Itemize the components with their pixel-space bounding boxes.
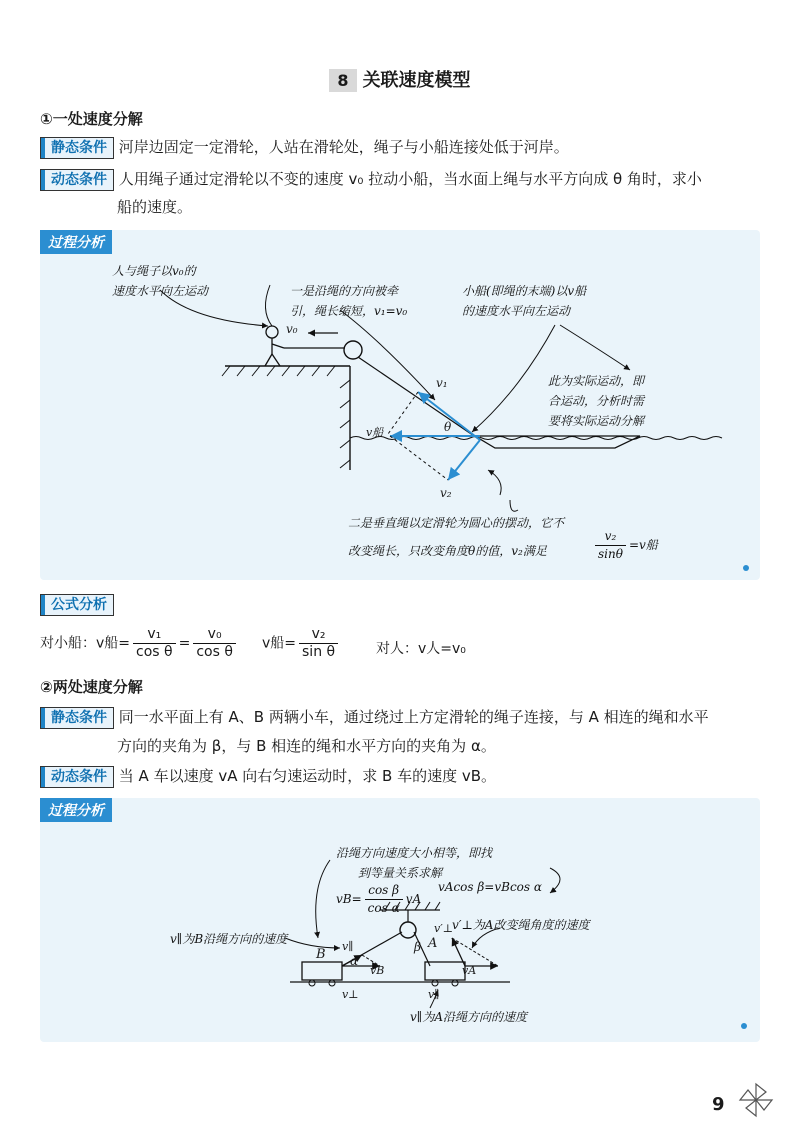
label-v0: v₀ [286, 322, 298, 336]
formula-tag: 公式分析 [40, 594, 114, 616]
label-vperp: v⊥ [342, 988, 359, 1001]
note-actual-2: 合运动，分析时需 [548, 394, 645, 408]
cars-diagram [40, 798, 760, 1042]
dynamic-text: 人用绳子通过定滑轮以不变的速度 v₀ 拉动小船，当水面上绳与水平方向成 θ 角时，求小 [118, 170, 702, 188]
formula-person: 对人：v人=v₀ [376, 641, 466, 657]
note-eq-relation: vAcos β=vBcos α [438, 880, 542, 894]
formula-boat-1: 对小船：v船= $\frac{\text{v₁}}{\text{cos θ}}$ = $\frac{\text{v₀}}{\text{cos θ}}$ [40, 626, 239, 661]
label-vB: vB [370, 964, 385, 977]
note-actual-1: 此为实际运动，即 [548, 374, 645, 388]
title-text: 关联速度模型 [362, 70, 471, 91]
label-theta: θ [444, 420, 452, 434]
formula-tag-wrap [40, 594, 114, 616]
label-alpha: α [350, 954, 359, 968]
note-boat-2: 的速度水平向左运动 [462, 304, 571, 318]
dynamic-tag: 动态条件 [40, 169, 114, 191]
dynamic-tag-2: 动态条件 [40, 766, 114, 788]
note-swing-2: 改变绳长，只改变角度θ的值，v₂满足 [348, 544, 547, 558]
section1-heading: ①一处速度分解 [40, 110, 143, 128]
page-number: 9 [712, 1094, 725, 1115]
label-vboat: v船 [366, 426, 384, 439]
static-tag: 静态条件 [40, 137, 114, 159]
static-text: 河岸边固定一定滑轮，人站在滑轮处，绳子与小船连接处低于河岸。 [118, 138, 569, 156]
dynamic-text-2: 当 A 车以速度 vA 向右匀速运动时，求 B 车的速度 vB。 [118, 767, 497, 785]
label-B: B [316, 947, 326, 962]
note-rope-2: 引，绳长缩短，v₁=v₀ [290, 304, 408, 318]
person-head [266, 326, 278, 338]
formula-boat-2: v船= $\frac{\text{v₂}}{\text{sin θ}}$ [262, 626, 341, 661]
note-actual-3: 要将实际运动分解 [548, 414, 645, 428]
v2-arrow [448, 440, 480, 480]
pinwheel-icon [736, 1080, 776, 1120]
static-tag-2: 静态条件 [40, 707, 114, 729]
note-bottom: v∥为A沿绳方向的速度 [410, 1010, 527, 1024]
process-tag-1: 过程分析 [40, 230, 112, 254]
title-number: 8 [329, 69, 356, 92]
section1-static [40, 134, 770, 160]
process-tag-2: 过程分析 [40, 798, 112, 822]
note-left: v∥为B沿绳方向的速度 [170, 932, 288, 946]
ground-hatch [222, 366, 335, 376]
label-vperp-prime: v′⊥ [434, 922, 454, 935]
label-A: A [428, 936, 438, 951]
label-v1: v₁ [436, 376, 448, 390]
dynamic-text-cont: 船的速度。 [117, 198, 193, 216]
car-a [425, 962, 465, 980]
note-top-1: 沿绳方向速度大小相等，即找 [336, 846, 493, 860]
section2-heading: ②两处速度分解 [40, 678, 143, 696]
section2-dynamic [40, 763, 770, 789]
label-vA: vA [462, 964, 477, 977]
note-rope-1: 一是沿绳的方向被牵 [290, 284, 399, 298]
label-vpar: v∥ [342, 940, 354, 953]
label-beta: β [414, 940, 421, 954]
pulley [344, 341, 362, 359]
label-v2: v₂ [440, 486, 452, 500]
note-top-2: 到等量关系求解 [358, 866, 443, 880]
car-b [302, 962, 342, 980]
note-swing-1: 二是垂直绳以定滑轮为圆心的摆动，它不 [348, 516, 565, 530]
note-boat-1: 小船(即绳的末端)以v船 [462, 284, 587, 298]
section2-static [40, 704, 770, 730]
note-person-1: 人与绳子以v₀的 [112, 264, 196, 278]
note-person-2: 速度水平向左运动 [112, 284, 209, 298]
label-vpar-a: v∥ [428, 988, 440, 1001]
static-text-2: 同一水平面上有 A、B 两辆小车，通过绕过上方定滑轮的绳子连接，与 A 相连的绳和水平 [118, 708, 709, 726]
note-swing-frac: $\frac{\text{v₂}}{\sin\theta}$ =v船 [592, 528, 658, 563]
note-vb-formula: vB= $\frac{\text{cos β}}{\text{cos α}}$ vA [336, 883, 422, 915]
section1-dynamic [40, 166, 770, 192]
pulley-2 [400, 922, 416, 938]
note-right: v′⊥为A改变绳角度的速度 [452, 918, 590, 932]
static-text-2-cont: 方向的夹角为 β，与 B 相连的绳和水平方向的夹角为 α。 [117, 737, 496, 755]
page-title [0, 66, 800, 92]
